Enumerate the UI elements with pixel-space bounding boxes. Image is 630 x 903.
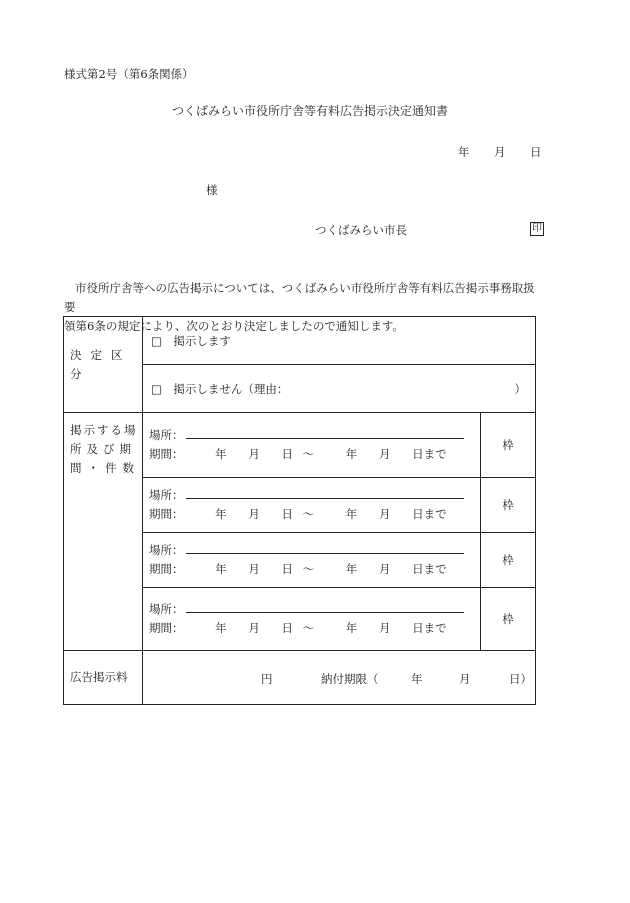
placement-label	[64, 413, 143, 651]
option-approve: □ 掲示します	[143, 317, 536, 365]
period-until: 日まで	[412, 562, 447, 576]
place-label: 場所：	[149, 543, 184, 557]
period-until: 日まで	[412, 447, 447, 461]
place-blank-line	[186, 486, 464, 499]
period-start-year: 年	[215, 447, 227, 461]
placement-entry-1	[143, 413, 481, 478]
place-label: 場所：	[149, 428, 184, 442]
period-start-day: 日	[281, 562, 293, 576]
reason-close-paren: ）	[514, 382, 526, 396]
period-end-month: 月	[378, 562, 391, 576]
period-start-day: 日	[281, 621, 293, 635]
placement-label-line-2: 所及び期	[70, 442, 136, 456]
period-start-day: 日	[281, 507, 293, 521]
fee-cell	[143, 651, 536, 705]
period-until: 日まで	[412, 621, 447, 635]
placement-entry-4	[143, 588, 481, 651]
count-unit-2: 枠	[481, 478, 536, 533]
fee-label: 広告掲示料	[64, 651, 143, 705]
fee-yen: 円	[261, 672, 273, 686]
period-until: 日まで	[412, 507, 447, 521]
placement-entry-3	[143, 533, 481, 588]
period-tilde: ～	[302, 507, 315, 521]
option-reject: □ 掲示しません（理由：	[151, 381, 289, 396]
fee-deadline-year: 年	[411, 672, 423, 686]
sender-name: つくばみらい市長	[315, 223, 407, 237]
decision-label: 決定区分	[64, 317, 143, 413]
period-label: 期間：	[149, 621, 184, 635]
placement-label-line-1: 掲示する場	[70, 423, 138, 437]
fee-deadline-label: 納付期限（	[321, 672, 379, 686]
document-title: つくばみらい市役所庁舎等有料広告掲示決定通知書	[172, 104, 449, 118]
option-reject-cell	[143, 365, 536, 413]
fee-deadline-day: 日）	[509, 672, 532, 686]
period-label: 期間：	[149, 447, 184, 461]
period-end-year: 年	[345, 621, 358, 635]
period-end-year: 年	[345, 562, 358, 576]
place-label: 場所：	[149, 602, 184, 616]
place-label: 場所：	[149, 488, 184, 502]
addressee-suffix: 様	[206, 183, 218, 197]
body-line-2: 領第6条の規定により、次のとおり決定しましたので通知します。	[64, 319, 404, 333]
period-start-day: 日	[281, 447, 293, 461]
period-start-month: 月	[248, 621, 260, 635]
period-start-year: 年	[215, 562, 227, 576]
period-tilde: ～	[302, 447, 315, 461]
date-day: 日	[530, 145, 542, 159]
period-label: 期間：	[149, 507, 184, 521]
seal-mark: 印	[532, 223, 542, 234]
place-blank-line	[186, 541, 464, 554]
placement-entry-2	[143, 478, 481, 533]
date-month: 月	[494, 145, 506, 159]
count-unit-1: 枠	[481, 413, 536, 478]
period-start-month: 月	[248, 447, 260, 461]
place-blank-line	[186, 426, 464, 439]
fee-deadline-month: 月	[459, 672, 471, 686]
decision-form-table	[63, 316, 536, 705]
period-start-month: 月	[248, 562, 260, 576]
period-start-month: 月	[248, 507, 260, 521]
form-number: 様式第2号（第6条関係）	[64, 67, 194, 81]
period-start-year: 年	[215, 507, 227, 521]
period-label: 期間：	[149, 562, 184, 576]
placement-label-line-3: 間・件数	[70, 461, 140, 475]
count-unit-3: 枠	[481, 533, 536, 588]
place-blank-line	[186, 600, 464, 613]
period-end-month: 月	[378, 507, 391, 521]
body-line-1: 市役所庁舎等への広告掲示については、つくばみらい市役所庁舎等有料広告掲示事務取扱要	[64, 281, 535, 314]
period-end-year: 年	[345, 507, 358, 521]
period-tilde: ～	[302, 562, 315, 576]
period-end-year: 年	[345, 447, 358, 461]
date-year: 年	[458, 145, 470, 159]
count-unit-4: 枠	[481, 588, 536, 651]
period-end-month: 月	[378, 447, 391, 461]
period-start-year: 年	[215, 621, 227, 635]
period-end-month: 月	[378, 621, 391, 635]
period-tilde: ～	[302, 621, 315, 635]
